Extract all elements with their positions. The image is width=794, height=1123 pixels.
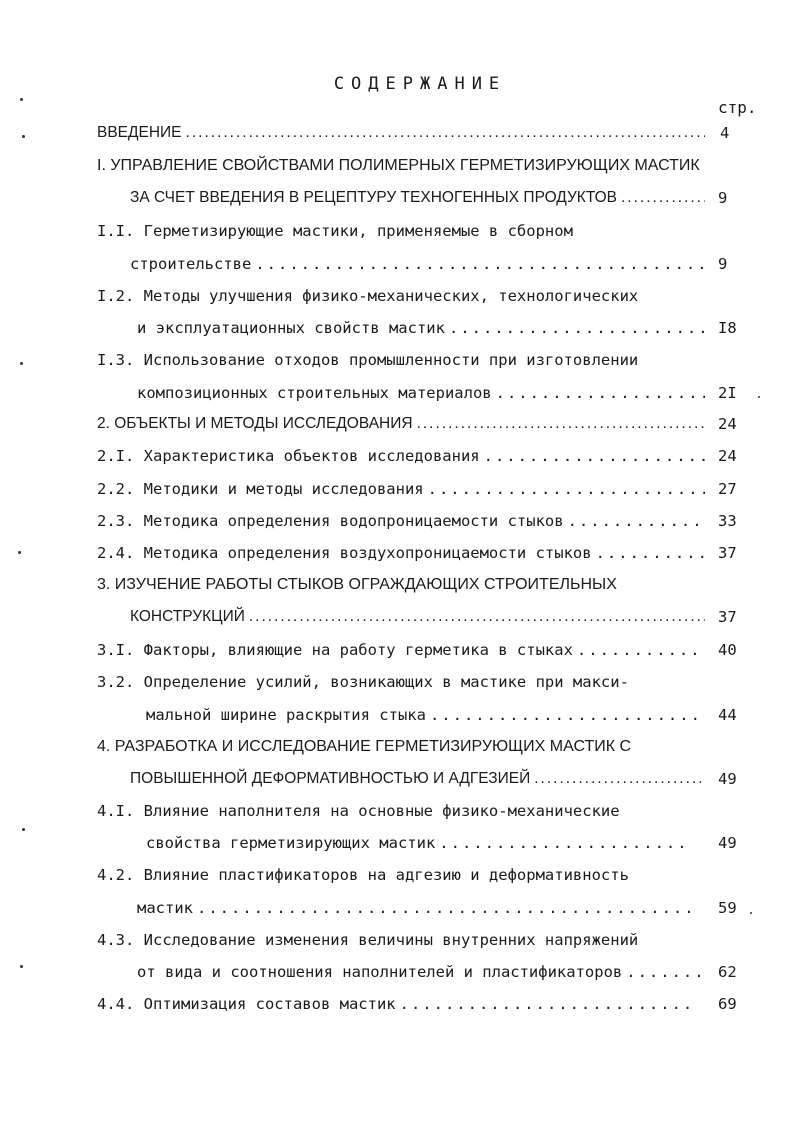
toc-page-number: 59 (718, 899, 737, 917)
toc-section-3-2-line-2[interactable] (146, 706, 705, 724)
toc-section-1-1-line-2[interactable] (130, 255, 705, 273)
toc-entry-text: 2. ОБЪЕКТЫ И МЕТОДЫ ИССЛЕДОВАНИЯ (97, 415, 413, 432)
leader-dots (568, 512, 705, 530)
toc-section-3-2-line-1[interactable]: 3.2. Определение усилий, возникающих в мастике при макси- (97, 673, 629, 691)
scan-speck (20, 965, 23, 968)
toc-entry-text: ВВЕДЕНИЕ (97, 124, 182, 141)
toc-page-number: 33 (718, 512, 737, 530)
toc-chapter-2[interactable] (97, 415, 705, 433)
toc-page-number: 49 (718, 770, 737, 788)
leader-dots (439, 834, 691, 852)
toc-page-number: 9 (718, 255, 728, 273)
toc-page-number: 69 (718, 995, 737, 1013)
toc-section-2-4[interactable] (97, 544, 705, 562)
toc-page-number: 44 (718, 706, 737, 724)
leader-dots (484, 447, 705, 465)
toc-page-number: 9 (718, 189, 728, 207)
toc-entry-text: мастик (137, 899, 193, 917)
toc-entry-text: 2.4. Методика определения воздухопроницаемости стыков (97, 544, 592, 562)
toc-entry-text: свойства герметизирующих мастик (146, 834, 436, 852)
scan-speck (22, 135, 25, 138)
toc-entry-text: 2.3. Методика определения водопроницаемости стыков (97, 512, 564, 530)
leader-dots (496, 384, 705, 402)
toc-section-2-2[interactable] (97, 480, 705, 498)
toc-section-4-4[interactable] (97, 995, 691, 1013)
leader-dots (197, 899, 691, 917)
toc-page-number: 37 (718, 608, 737, 626)
toc-section-1-3-line-2[interactable] (137, 384, 705, 402)
toc-section-1-1-line-1[interactable]: I.I. Герметизирующие мастики, применяемые в сборном (97, 222, 573, 240)
toc-chapter-3-line-1[interactable]: 3. ИЗУЧЕНИЕ РАБОТЫ СТЫКОВ ОГРАЖДАЮЩИХ СТРОИТЕЛЬНЫХ (97, 576, 617, 593)
toc-entry-text: ПОВЫШЕННОЙ ДЕФОРМАТИВНОСТЬЮ И АДГЕЗИЕЙ (130, 770, 531, 787)
toc-page-number: 24 (718, 415, 737, 433)
toc-page-number: 49 (718, 834, 737, 852)
toc-entry-text: КОНСТРУКЦИЙ (130, 608, 245, 625)
toc-section-4-2-line-1[interactable]: 4.2. Влияние пластификаторов на адгезию и деформативность (97, 866, 629, 884)
leader-dots (430, 706, 705, 724)
page-column-label: стр. (718, 98, 757, 117)
toc-entry-introduction[interactable] (97, 124, 705, 142)
toc-entry-text: композиционных строительных материалов (137, 384, 492, 402)
leader-dots (428, 480, 705, 498)
leader-dots (626, 963, 705, 981)
leader-dots (577, 641, 705, 659)
toc-chapter-1-line-2[interactable] (130, 189, 705, 207)
leader-dots (417, 415, 705, 433)
leader-dots (255, 255, 705, 273)
toc-section-4-2-line-2[interactable] (137, 899, 691, 917)
scan-speck (750, 912, 752, 914)
toc-entry-text: 2.I. Характеристика объектов исследования (97, 447, 480, 465)
toc-entry-text: от вида и соотношения наполнителей и пластификаторов (137, 963, 623, 981)
page-title: СОДЕРЖАНИЕ (333, 74, 507, 94)
toc-page-number: 40 (718, 641, 737, 659)
toc-chapter-4-line-1[interactable]: 4. РАЗРАБОТКА И ИССЛЕДОВАНИЕ ГЕРМЕТИЗИРУЮЩИХ МАСТИК С (97, 738, 632, 755)
toc-entry-text: мальной ширине раскрытия стыка (146, 706, 426, 724)
leader-dots (186, 124, 705, 142)
scan-speck (20, 98, 23, 101)
toc-section-1-3-line-1[interactable]: I.3. Использование отходов промышленности при изготовлении (97, 351, 639, 369)
toc-page-number: 62 (718, 963, 737, 981)
toc-section-1-2-line-2[interactable] (137, 319, 705, 337)
toc-entry-text: ЗА СЧЕТ ВВЕДЕНИЯ В РЕЦЕПТУРУ ТЕХНОГЕННЫХ ПРОДУКТОВ (130, 189, 617, 206)
leader-dots (621, 189, 705, 207)
scan-speck (18, 551, 21, 554)
scan-speck (758, 396, 760, 398)
toc-entry-text: строительстве (130, 255, 252, 273)
toc-entry-text: 4.4. Оптимизация составов мастик (97, 995, 396, 1013)
toc-page-number: I8 (718, 319, 737, 337)
leader-dots (534, 770, 705, 788)
toc-chapter-3-line-2[interactable] (130, 608, 705, 626)
toc-section-4-3-line-1[interactable]: 4.3. Исследование изменения величины внутренних напряжений (97, 931, 639, 949)
toc-page-number: 37 (718, 544, 737, 562)
toc-chapter-1-line-1[interactable]: I. УПРАВЛЕНИЕ СВОЙСТВАМИ ПОЛИМЕРНЫХ ГЕРМЕТИЗИРУЮЩИХ МАСТИК (97, 157, 700, 174)
toc-page-number: 4 (720, 124, 730, 142)
toc-entry-text: и эксплуатационных свойств мастик (137, 319, 445, 337)
scan-speck (22, 828, 25, 831)
toc-section-4-1-line-1[interactable]: 4.I. Влияние наполнителя на основные физико-механические (97, 802, 620, 820)
toc-chapter-4-line-2[interactable] (130, 770, 705, 788)
leader-dots (400, 995, 691, 1013)
toc-section-2-1[interactable] (97, 447, 705, 465)
toc-page-number: 2I (718, 384, 737, 402)
toc-section-3-1[interactable] (97, 641, 705, 659)
leader-dots (249, 608, 705, 626)
toc-section-4-1-line-2[interactable] (146, 834, 691, 852)
leader-dots (449, 319, 705, 337)
toc-section-4-3-line-2[interactable] (137, 963, 705, 981)
scan-speck (20, 362, 23, 365)
toc-section-1-2-line-1[interactable]: I.2. Методы улучшения физико-механических, технологических (97, 287, 639, 305)
toc-section-2-3[interactable] (97, 512, 705, 530)
toc-page-number: 27 (718, 480, 737, 498)
leader-dots (596, 544, 705, 562)
toc-entry-text: 2.2. Методики и методы исследования (97, 480, 424, 498)
toc-page-number: 24 (718, 447, 737, 465)
toc-entry-text: 3.I. Факторы, влияющие на работу герметика в стыках (97, 641, 573, 659)
